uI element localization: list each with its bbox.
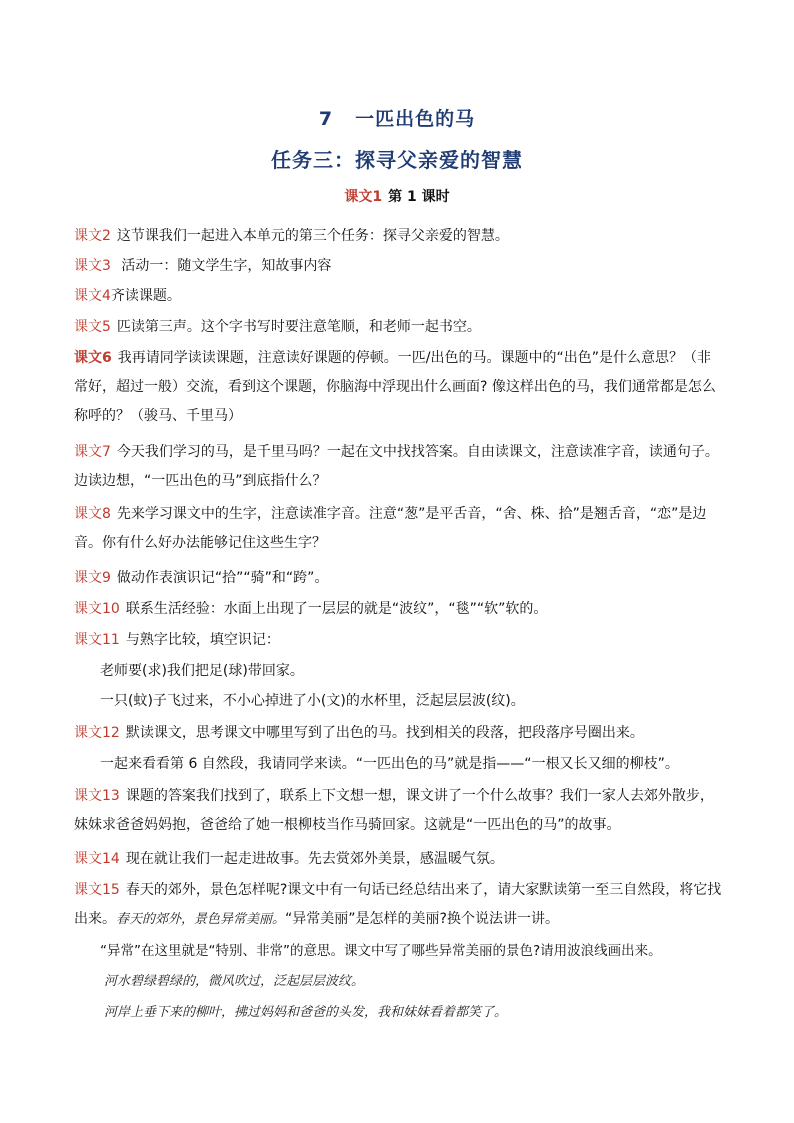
slide-tag: 课文5 [74,319,111,335]
quoted-sentence: 河水碧绿碧绿的，微风吹过，泛起层层波纹。 [104,974,365,989]
slide-tag: 课文6 [74,350,112,366]
paragraph [74,782,724,840]
paragraph [74,626,724,655]
paragraph-text: 先来学习课文中的生字，注意读准字音。注意“葱”是平舌音，“舍、株、拾”是翘舌音，“恋”是边音。你有什么好办法能够记住这些生字？ [74,506,707,551]
slide-tag: 课文3 [74,258,111,274]
lesson-period [0,186,794,206]
paragraph-text: 齐读课题。 [110,288,181,304]
slide-tag: 课文10 [74,601,120,617]
fill-in-sentence: 一只(蚊)子飞过来，不小心掉进了小(文)的水杯里，泛起层层波(纹)。 [100,693,525,709]
paragraph-text: 现在就让我们一起走进故事。先去赏郊外美景，感温暖气氛。 [125,851,504,867]
paragraph [74,344,724,431]
slide-tag: 课文9 [74,570,111,586]
quoted-sentence: 河岸上垂下来的柳叶，拂过妈妈和爸爸的头发，我和妹妹看着都笑了。 [104,1005,508,1020]
lesson-number: 7 [318,108,334,130]
slide-tag: 课文11 [74,632,120,648]
slide-tag: 课文15 [74,882,120,898]
paragraph [74,595,724,624]
paragraph [74,252,724,281]
paragraph [74,222,724,251]
paragraph-text: 联系生活经验：水面上出现了一层层的就是“波纹”，“毯”“软”软的。 [125,601,548,617]
lesson-title [0,104,794,131]
paragraph [74,282,724,311]
paragraph-text: 与熟字比较，填空识记： [125,632,280,648]
period-label: 第 1 课时 [388,189,450,205]
paragraph [74,845,724,874]
slide-tag: 课文1 [344,189,383,205]
paragraph-text: 课题的答案我们找到了，联系上下文想一想，课文讲了一个什么故事？我们一家人去郊外散步，妹妹求爸爸妈妈抱，爸爸给了她一根柳枝当作马骑回家。这就是“一匹出色的马”的故事。 [74,788,714,833]
paragraph [74,876,724,934]
paragraph-text: 这节课我们一起进入本单元的第三个任务：探寻父亲爱的智慧。 [116,228,509,244]
paragraph [74,313,724,342]
paragraph-continued: 一起来看看第 6 自然段，我请同学来读。“一匹出色的马”就是指——“一根又长又细的柳枝”。 [100,756,679,772]
paragraph-text: 春天的郊外，景色怎样呢?课文中有一句话已经总结出来了，请大家默读第一至三自然段，将它找出来。 [74,882,722,927]
paragraph [74,719,724,748]
slide-tag: 课文14 [74,851,120,867]
slide-tag: 课文13 [74,788,120,804]
paragraph [74,500,724,558]
paragraph-text: 活动一：随文学生字，知故事内容 [116,258,332,274]
fill-in-sentence: 老师要(求)我们把足(球)带回家。 [100,663,304,679]
paragraph-text: 我再请同学读读课题，注意读好课题的停顿。一匹/出色的马。课题中的“出色”是什么意思？（非常好，超过一般）交流，看到这个课题，你脑海中浮现出什么画面? 像这样出色的马，我们通常都是怎么称呼的？（骏马、千里马） [74,350,716,424]
paragraph [74,438,724,496]
slide-tag: 课文2 [74,228,111,244]
paragraph-continued: “异常”在这里就是“特别、非常”的意思。课文中写了哪些异常美丽的景色?请用波浪线画出来。 [100,943,662,959]
paragraph-text: 匹读第三声。这个字书写时要注意笔顺，和老师一起书空。 [116,319,481,335]
slide-tag: 课文12 [74,725,120,741]
task-subtitle: 任务三：探寻父亲爱的智慧 [271,148,523,172]
paragraph-text: 今天我们学习的马，是千里马吗？一起在文中找找答案。自由读课文，注意读准字音，读通句子。边读边想，“一匹出色的马”到底指什么？ [74,444,719,489]
paragraph-text: 默读课文，思考课文中哪里写到了出色的马。找到相关的段落，把段落序号圈出来。 [125,725,644,741]
quoted-sentence: 春天的郊外，景色异常美丽。 [116,912,286,927]
paragraph-text: “异常美丽”是怎样的美丽?换个说法讲一讲。 [285,911,559,927]
slide-tag: 课文8 [74,506,111,522]
lesson-title-text: 一匹出色的马 [355,108,476,130]
paragraph-text: 做动作表演识记“拾”“骑”和“跨”。 [116,570,329,586]
slide-tag: 课文4 [74,288,111,304]
paragraph [74,564,724,593]
slide-tag: 课文7 [74,444,111,460]
